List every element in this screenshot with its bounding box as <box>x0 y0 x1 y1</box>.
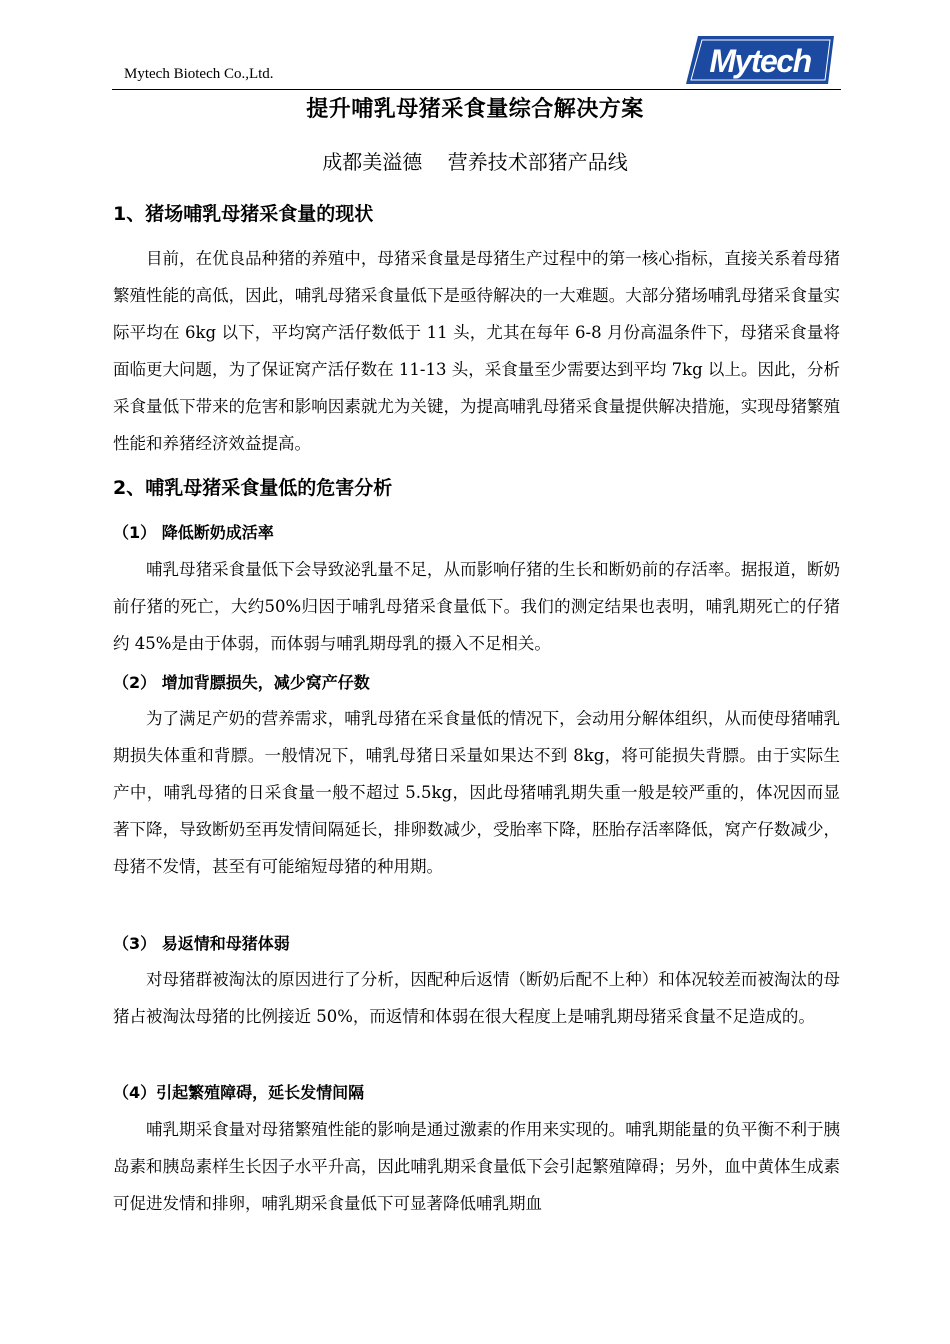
mytech-logo <box>684 32 834 86</box>
header-divider <box>112 89 841 90</box>
section-2-heading: 2、哺乳母猪采食量低的危害分析 <box>113 477 393 499</box>
subsection-3-heading: （3） 易返情和母猪体弱 <box>113 934 290 953</box>
document-byline: 成都美溢德 营养技术部猪产品线 <box>322 150 628 174</box>
logo-wordmark: Mytech <box>709 43 811 79</box>
subsection-2-heading: （2） 增加背膘损失，减少窝产仔数 <box>113 673 370 692</box>
section-1-heading: 1、猪场哺乳母猪采食量的现状 <box>113 203 374 225</box>
subsection-1-heading: （1） 降低断奶成活率 <box>113 523 274 542</box>
subsection-4-heading: （4）引起繁殖障碍，延长发情间隔 <box>113 1083 365 1102</box>
subsection-1-paragraph: 哺乳母猪采食量低下会导致泌乳量不足，从而影响仔猪的生长和断奶前的存活率。据报道，断奶前仔猪的死亡，大约50%归因于哺乳母猪采食量低下。我们的测定结果也表明，哺乳期死亡的仔猪约 45%是由于体弱，而体弱与哺乳期母乳的摄入不足相关。 <box>113 560 840 653</box>
document-title: 提升哺乳母猪采食量综合解决方案 <box>306 97 644 122</box>
subsection-3-paragraph: 对母猪群被淘汰的原因进行了分析，因配种后返情（断奶后配不上种）和体况较差而被淘汰的母猪占被淘汰母猪的比例接近 50%，而返情和体弱在很大程度上是哺乳期母猪采食量不足造成的。 <box>113 970 840 1026</box>
subsection-4-paragraph: 哺乳期采食量对母猪繁殖性能的影响是通过激素的作用来实现的。哺乳期能量的负平衡不利于胰岛素和胰岛素样生长因子水平升高，因此哺乳期采食量低下会引起繁殖障碍；另外，血中黄体生成素可促进发情和排卵，哺乳期采食量低下可显著降低哺乳期血 <box>113 1120 840 1213</box>
subsection-2-paragraph: 为了满足产奶的营养需求，哺乳母猪在采食量低的情况下，会动用分解体组织，从而使母猪哺乳期损失体重和背膘。一般情况下，哺乳母猪日采量如果达不到 8kg，将可能损失背膘。由于实际生产中，哺乳母猪的日采食量一般不超过 5.5kg，因此母猪哺乳期失重一般是较严重的，体况因而显著下降，导致断奶至再发情间隔延长，排卵数减少，受胎率下降，胚胎存活率降低，窝产仔数减少，母猪不发情，甚至有可能缩短母猪的种用期。 <box>113 709 840 876</box>
company-name: Mytech Biotech Co.,Ltd. <box>124 66 274 82</box>
section-1-paragraph: 目前，在优良品种猪的养殖中，母猪采食量是母猪生产过程中的第一核心指标，直接关系着母猪繁殖性能的高低，因此，哺乳母猪采食量低下是亟待解决的一大难题。大部分猪场哺乳母猪采食量实际平均在 6kg 以下，平均窝产活仔数低于 11 头，尤其在每年 6-8 月份高温条件下，母猪采食量将面临更大问题，为了保证窝产活仔数在 11-13 头，采食量至少需要达到平均 7kg 以上。因此，分析采食量低下带来的危害和影响因素就尤为关键，为提高哺乳母猪采食量提供解决措施，实现母猪繁殖性能和养猪经济效益提高。 <box>113 249 840 453</box>
